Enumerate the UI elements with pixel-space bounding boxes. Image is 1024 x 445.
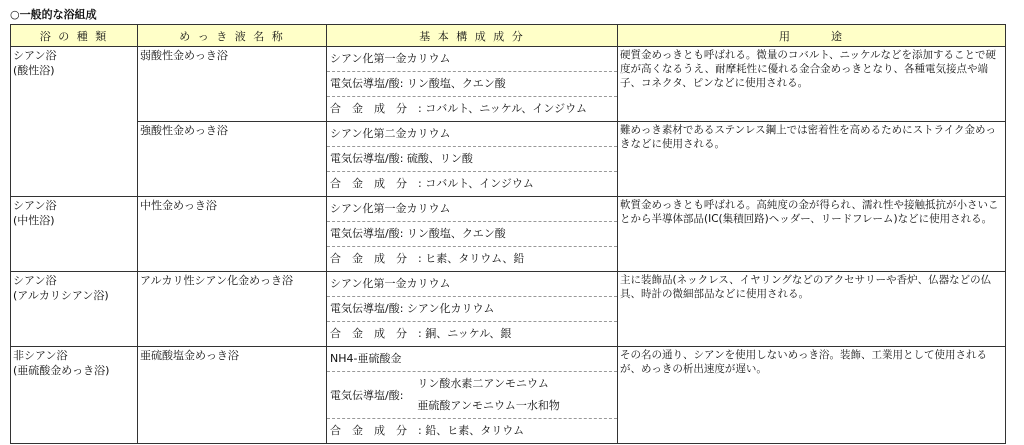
- use-cell: 難めっき素材であるステンレス鋼上では密着性を高めるためにストライク金めっきなどに使用される。: [618, 122, 1006, 197]
- alloy-components: 合 金 成 分 : 鉛、ヒ素、タリウム: [330, 424, 525, 437]
- components-cell: [327, 272, 618, 347]
- plating-name-cell: 弱酸性金めっき浴: [138, 47, 327, 122]
- components-cell: [327, 122, 618, 197]
- gold-salt: シアン化第二金カリウム: [327, 122, 617, 147]
- plating-name-cell: アルカリ性シアン化金めっき浴: [138, 272, 327, 347]
- plating-name-cell: 亜硫酸塩金めっき浴: [138, 347, 327, 444]
- conductive-salt: [327, 372, 617, 419]
- components-cell: [327, 347, 618, 444]
- gold-salt: シアン化第一金カリウム: [327, 47, 617, 72]
- alloy-components: 合 金 成 分 : コバルト、ニッケル、インジウム: [330, 102, 587, 115]
- table-row: [11, 122, 1006, 197]
- plating-name-cell: 中性金めっき浴: [138, 197, 327, 272]
- conductive-salt: 電気伝導塩/酸: シアン化カリウム: [327, 297, 617, 322]
- alloy-components: 合 金 成 分 : コバルト、インジウム: [330, 177, 534, 190]
- bath-type-cell: 非シアン浴 (亜硫酸金めっき浴): [11, 347, 138, 444]
- table-row: [11, 347, 1006, 444]
- conductive-salt: 電気伝導塩/酸: リン酸塩、クエン酸: [327, 72, 617, 97]
- use-cell: 硬質金めっきとも呼ばれる。微量のコバルト、ニッケルなどを添加することで硬度が高くなるうえ、耐摩耗性に優れる金合金めっきとなり、各種電気接点や端子、コネクタ、ピンなどに使用される。: [618, 47, 1006, 122]
- table-row: [11, 197, 1006, 272]
- header-plating-name: め っ き 液 名 称: [138, 25, 327, 47]
- table-row: [11, 272, 1006, 347]
- header-components: 基 本 構 成 成 分: [327, 25, 618, 47]
- conductive-item: 亜硫酸アンモニウム一水和物: [417, 399, 560, 412]
- bath-type-cell: シアン浴 (酸性浴): [11, 47, 138, 197]
- bath-composition-table: [10, 24, 1006, 444]
- components-cell: [327, 47, 618, 122]
- page-title: ○一般的な浴組成: [10, 8, 97, 21]
- conductive-items: [417, 373, 559, 417]
- use-cell: 軟質金めっきとも呼ばれる。高純度の金が得られ、濡れ性や接触抵抗が小さいことから半導体部品(IC(集積回路)ヘッダー、リードフレーム)などに使用される。: [618, 197, 1006, 272]
- gold-salt: シアン化第一金カリウム: [327, 197, 617, 222]
- header-bath-type: 浴 の 種 類: [11, 25, 138, 47]
- conductive-salt: 電気伝導塩/酸: 硫酸、リン酸: [327, 147, 617, 172]
- use-cell: その名の通り、シアンを使用しないめっき浴。装飾、工業用として使用されるが、めっきの析出速度が遅い。: [618, 347, 1006, 444]
- table-row: [11, 47, 1006, 122]
- gold-salt: シアン化第一金カリウム: [327, 272, 617, 297]
- bath-type-cell: シアン浴 (アルカリシアン浴): [11, 272, 138, 347]
- bath-type-cell: シアン浴 (中性浴): [11, 197, 138, 272]
- plating-name-cell: 強酸性金めっき浴: [138, 122, 327, 197]
- header-use: 用 途: [618, 25, 1006, 47]
- header-row: [11, 25, 1006, 47]
- conductive-item: リン酸水素二アンモニウム: [417, 377, 549, 390]
- alloy-components: 合 金 成 分 : 銅、ニッケル、銀: [330, 327, 512, 340]
- gold-salt: NH4-亜硫酸金: [327, 347, 617, 372]
- use-cell: 主に装飾品(ネックレス、イヤリングなどのアクセサリーや香炉、仏器などの仏具、時計の微細部品などに使用される。: [618, 272, 1006, 347]
- alloy-components: 合 金 成 分 : ヒ素、タリウム、鉛: [330, 252, 525, 265]
- conductive-label: 電気伝導塩/酸:: [330, 388, 404, 402]
- components-cell: [327, 197, 618, 272]
- conductive-salt: 電気伝導塩/酸: リン酸塩、クエン酸: [327, 222, 617, 247]
